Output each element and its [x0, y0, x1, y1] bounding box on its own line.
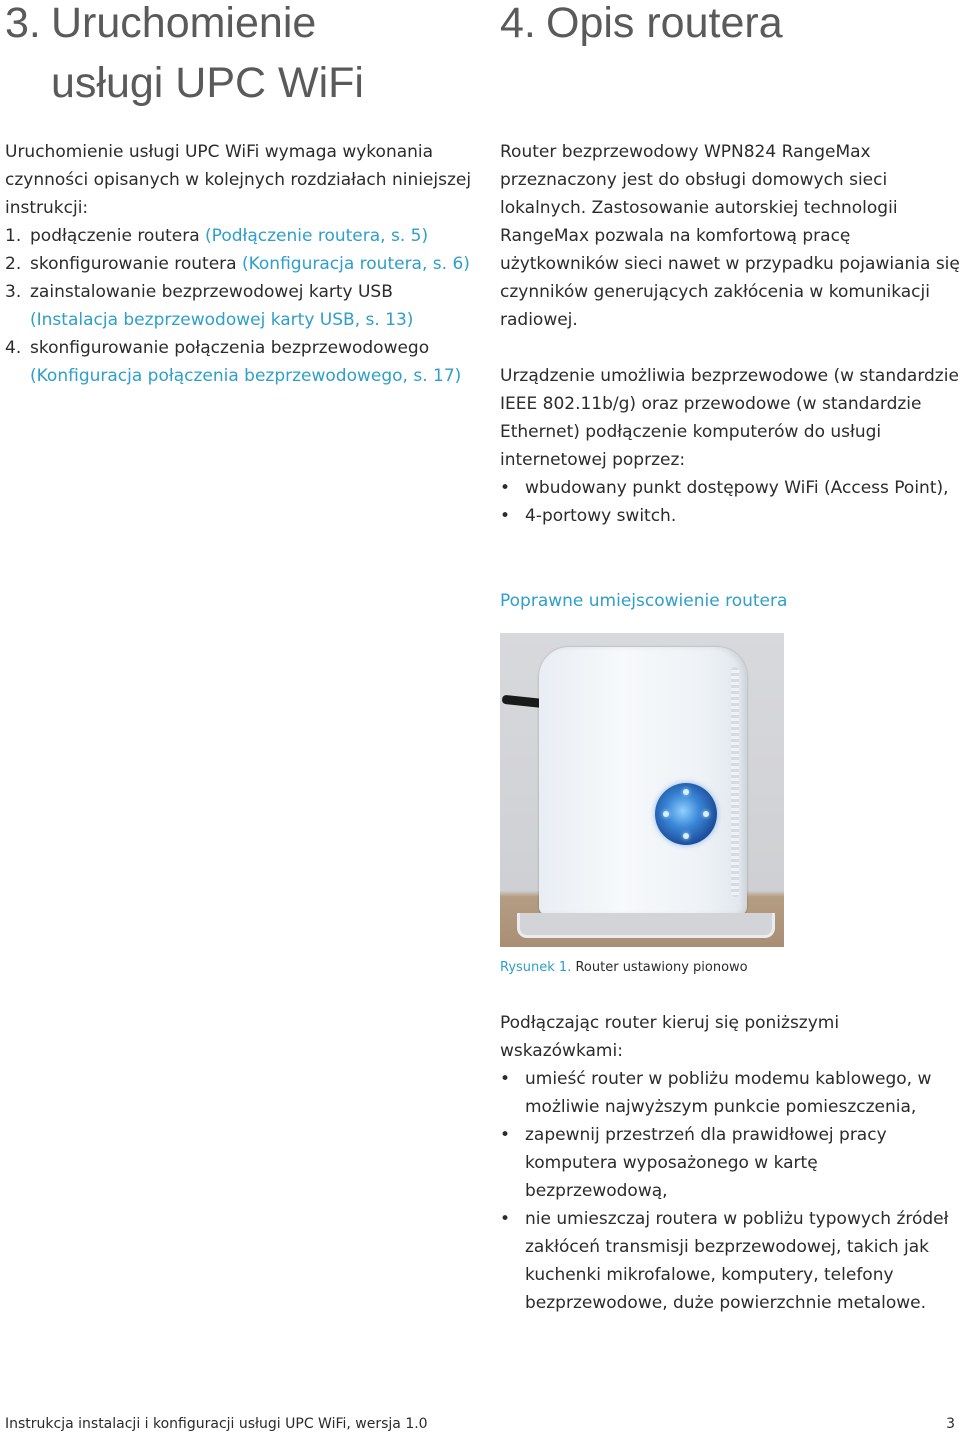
step-item	[5, 278, 475, 334]
router-stand	[517, 913, 775, 938]
step-item	[5, 334, 475, 390]
step-number: 1.	[5, 226, 22, 246]
router-body	[539, 647, 747, 915]
bullet-item: • wbudowany punkt dostępowy WiFi (Access Point),	[500, 474, 960, 502]
step-text: skonfigurowanie połączenia bezprzewodowego	[30, 338, 430, 358]
step-reference-link[interactable]: (Podłączenie routera, s. 5)	[205, 226, 429, 246]
step-reference-link[interactable]: (Instalacja bezprzewodowej karty USB, s. 13)	[30, 310, 414, 330]
section-3-title-line2: usługi UPC WiFi	[51, 59, 364, 107]
bullet-item: • zapewnij przestrzeń dla prawidłowej pracy komputera wyposażonego w kartę bezprzewodową,	[500, 1121, 960, 1205]
step-item	[5, 250, 475, 278]
steps-list	[5, 222, 475, 390]
figure-label: Rysunek 1.	[500, 960, 572, 975]
step-reference-link[interactable]: (Konfiguracja połączenia bezprzewodowego, s. 17)	[30, 366, 462, 386]
step-text: skonfigurowanie routera	[30, 254, 242, 274]
step-text: podłączenie routera	[30, 226, 206, 246]
section-4-heading	[500, 0, 783, 53]
footer-document-title: Instrukcja instalacji i konfiguracji usługi UPC WiFi, wersja 1.0	[5, 1416, 428, 1432]
figure-caption	[500, 958, 748, 978]
placement-bullet-list	[500, 1065, 960, 1317]
section-4-title: Opis routera	[546, 0, 783, 47]
step-number: 2.	[5, 254, 22, 274]
router-description-paragraph: Router bezprzewodowy WPN824 RangeMax przeznaczony jest do obsługi domowych sieci lokalnych. Zastosowanie autorskiej technologii RangeMax pozwala na komfortową pracę użytkowników sieci nawet w przypadku pojawiania się czynników generujących zakłócenia w komunikacji radiowej.	[500, 142, 960, 330]
placement-intro-text: Podłączając router kieruj się poniższymi wskazówkami:	[500, 1013, 840, 1061]
connectivity-text: Urządzenie umożliwia bezprzewodowe (w standardzie IEEE 802.11b/g) oraz przewodowe (w standardzie Ethernet) podłączenie komputerów do usługi internetowej poprzez:	[500, 366, 959, 470]
step-number: 3.	[5, 282, 22, 302]
step-item	[5, 222, 475, 250]
step-text: zainstalowanie bezprzewodowej karty USB	[30, 282, 393, 302]
section-4-number: 4.	[500, 0, 536, 47]
section-3-heading	[5, 0, 364, 113]
section-3-number: 3.	[5, 0, 41, 47]
page-footer	[5, 1414, 955, 1434]
router-status-light-icon	[655, 783, 717, 845]
connectivity-bullet-list	[500, 474, 960, 530]
router-vent-grille	[731, 667, 739, 897]
step-number: 4.	[5, 338, 22, 358]
step-reference-link[interactable]: (Konfiguracja routera, s. 6)	[241, 254, 470, 274]
figure-caption-text: Router ustawiony pionowo	[571, 960, 748, 975]
page-number: 3	[946, 1416, 955, 1432]
bullet-item: • nie umieszczaj routera w pobliżu typowych źródeł zakłóceń transmisji bezprzewodowej, takich jak kuchenki mikrofalowe, komputery, telefony bezprzewodowe, duże powierzchnie metalowe.	[500, 1205, 960, 1317]
connectivity-paragraph	[500, 362, 960, 530]
section-3-title-line1: Uruchomienie	[51, 0, 317, 47]
photo-title: Poprawne umiejscowienie routera	[500, 591, 788, 611]
intro-paragraph: Uruchomienie usługi UPC WiFi wymaga wykonania czynności opisanych w kolejnych rozdziałach niniejszej instrukcji:	[5, 142, 472, 218]
bullet-item: • umieść router w pobliżu modemu kablowego, w możliwie najwyższym punkcie pomieszczenia,	[500, 1065, 960, 1121]
placement-guidelines	[500, 1009, 960, 1317]
bullet-item: • 4-portowy switch.	[500, 502, 960, 530]
router-photo	[500, 633, 784, 947]
